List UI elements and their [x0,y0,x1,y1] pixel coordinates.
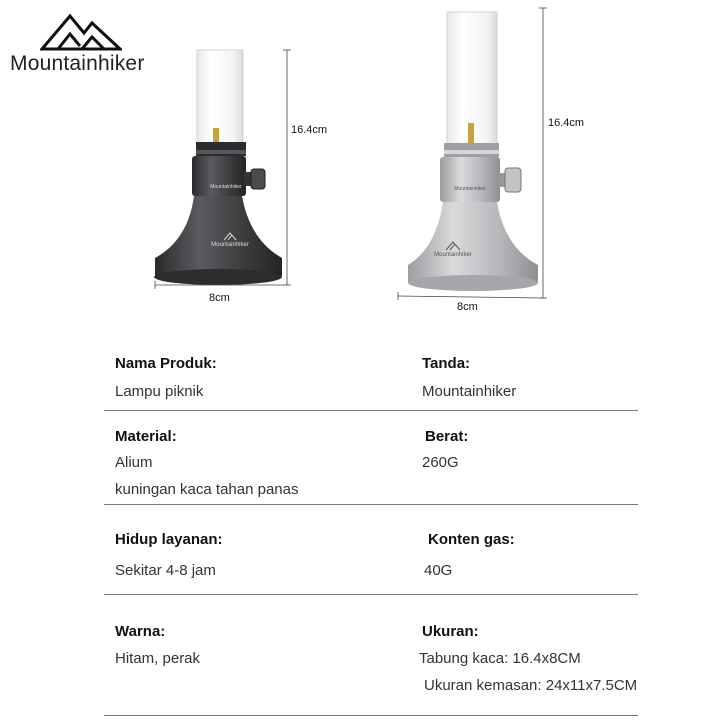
spec-value-nama-produk: Lampu piknik [115,383,204,400]
spec-value-warna: Hitam, perak [115,650,201,667]
black-lamp-collar-mark: Mountainhiker [210,184,242,190]
spec-label-hidup-layanan: Hidup layanan: [115,531,223,548]
spec-label-material: Material: [115,428,177,445]
spec-value-konten-gas: 40G [424,562,453,579]
spec-value-ukuran-1: Tabung kaca: 16.4x8CM [419,650,581,667]
spec-divider [104,594,638,595]
black-lamp-height-label: 16.4cm [291,124,328,136]
brand-name: Mountainhiker [10,52,145,75]
silver-lamp-brand-mark: Mountainhiker [434,252,472,258]
silver-lamp-width-label: 8cm [457,301,478,313]
spec-label-berat: Berat: [425,428,469,445]
spec-label-ukuran: Ukuran: [422,623,479,640]
spec-label-nama-produk: Nama Produk: [115,355,217,372]
spec-label-tanda: Tanda: [422,355,471,372]
spec-label-konten-gas: Konten gas: [428,531,515,548]
spec-value-material-2: kuningan kaca tahan panas [115,481,299,498]
spec-value-tanda: Mountainhiker [422,383,517,400]
spec-label-warna: Warna: [115,623,166,640]
spec-value-hidup-layanan: Sekitar 4-8 jam [115,562,216,579]
black-lamp-brand-mark: Mountainhiker [211,242,249,248]
silver-lamp-height-label: 16.4cm [548,117,585,129]
spec-value-ukuran-2: Ukuran kemasan: 24x11x7.5CM [424,677,638,694]
spec-value-material-1: Alium [115,454,153,471]
spec-divider [104,715,638,716]
product-images [0,0,726,330]
spec-divider [104,410,638,411]
spec-value-berat: 260G [422,454,459,471]
silver-lamp-collar-mark: Mountainhiker [454,186,486,192]
black-lamp-width-label: 8cm [209,292,230,304]
black-lamp [154,50,282,285]
spec-divider [104,504,638,505]
silver-lamp [408,12,538,291]
